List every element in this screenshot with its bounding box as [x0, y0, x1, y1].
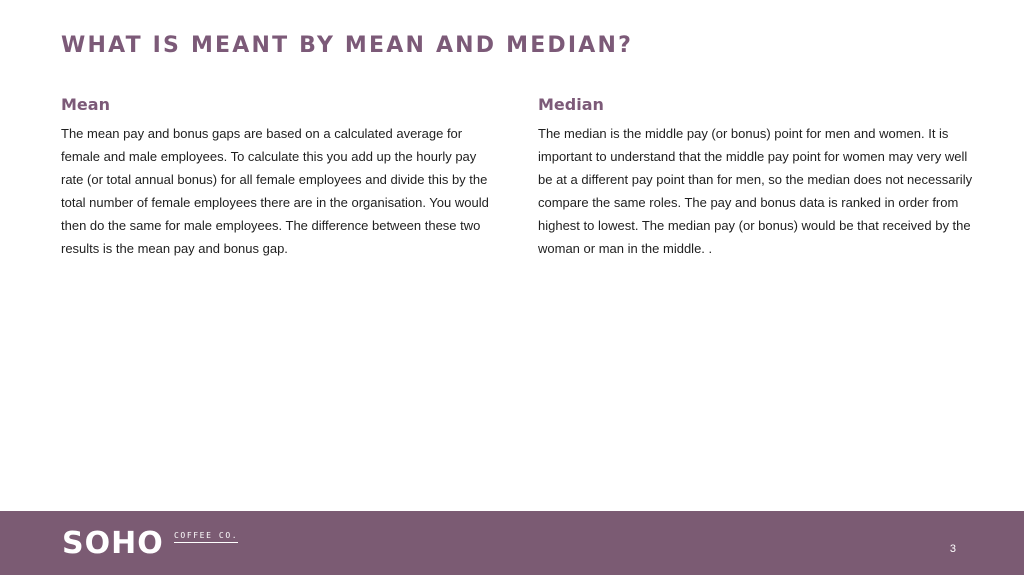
mean-heading: Mean: [61, 95, 110, 114]
footer-bar: [0, 511, 1024, 575]
logo-tagline: COFFEE CO.: [174, 531, 238, 543]
slide-title: WHAT IS MEANT BY MEAN AND MEDIAN?: [61, 33, 634, 58]
mean-body: The mean pay and bonus gaps are based on a calculated average for female and male employees. To calculate this you add up the hourly pay rate (or total annual bonus) for all female employees and divide this by the total number of female employees there are in the organisation. You would then do the same for male employees. The difference between these two results is the mean pay and bonus gap.: [61, 126, 489, 256]
median-body: The median is the middle pay (or bonus) point for men and women. It is important to understand that the middle pay point for women may very well be at a different pay point than for men, so the median does not necessarily compare the same roles. The pay and bonus data is ranked in order from highest to lowest. The median pay (or bonus) would be that received by the woman or man in the middle. .: [538, 126, 973, 256]
mean-section: [61, 95, 501, 260]
logo-wordmark: SOHO: [62, 526, 164, 561]
median-heading: Median: [538, 95, 604, 114]
median-section: [538, 95, 978, 260]
page-number: 3: [949, 543, 956, 555]
